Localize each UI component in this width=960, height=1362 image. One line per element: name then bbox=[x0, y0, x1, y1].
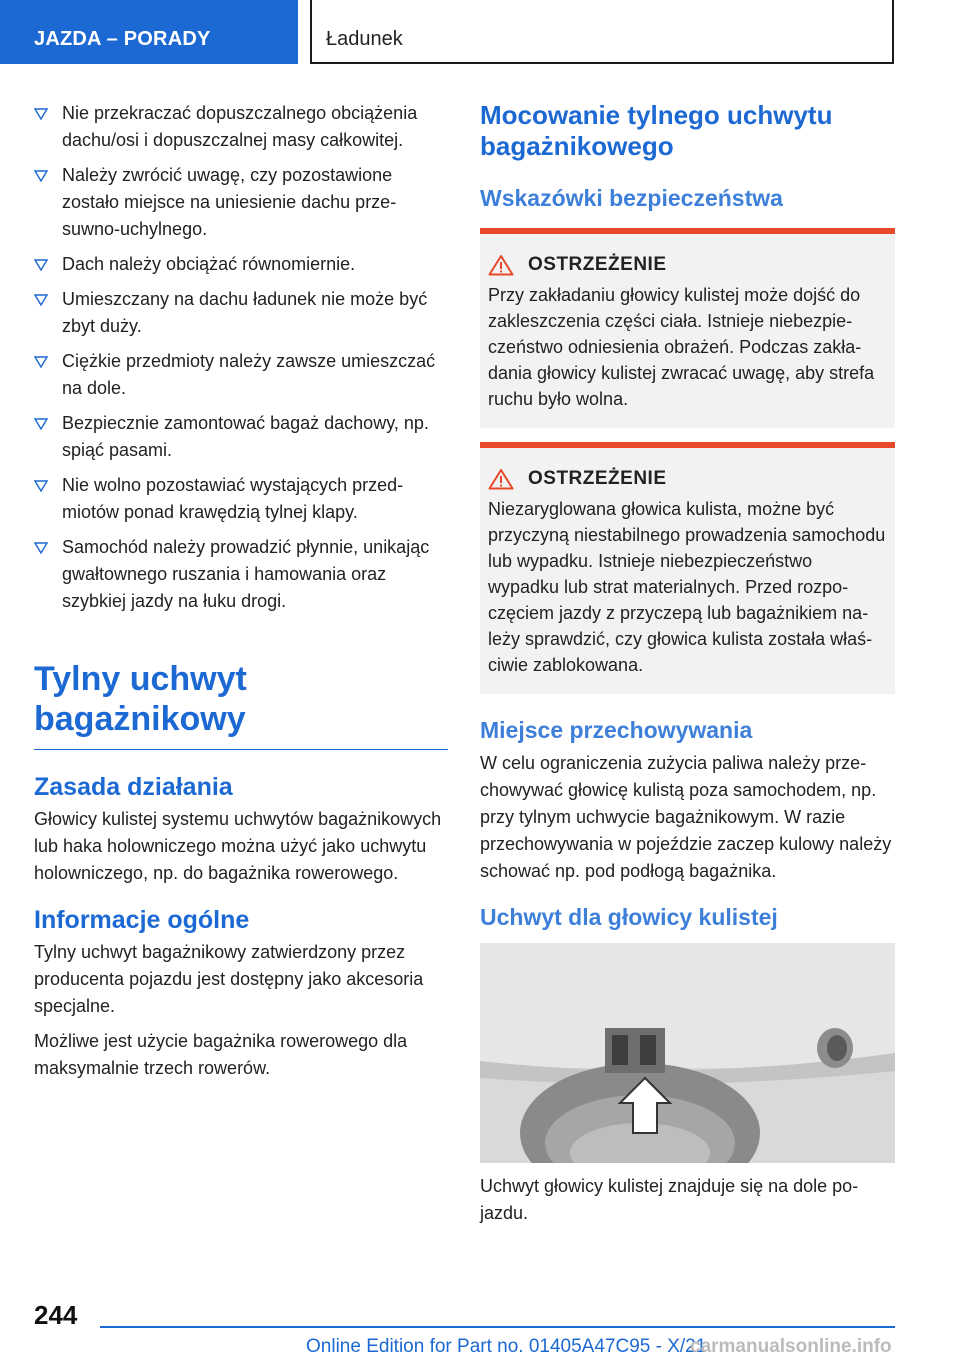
warning-triangle-icon bbox=[488, 254, 514, 276]
holder-heading: Uchwyt dla głowicy kulistej bbox=[480, 904, 778, 930]
list-item: Dach należy obciążać równomiernie. bbox=[34, 251, 448, 278]
section-heading-general: Informacje ogólne bbox=[34, 906, 250, 934]
loading-tips-list bbox=[34, 100, 448, 615]
main-heading: Tylny uchwyt bagażnikowy bbox=[34, 659, 448, 750]
triangle-bullet-icon bbox=[34, 356, 48, 368]
list-item: Bezpiecznie zamontować bagaż dachowy, np. spiąć pasami. bbox=[34, 410, 448, 464]
warning-triangle-icon bbox=[488, 468, 514, 490]
footer-divider bbox=[100, 1326, 895, 1328]
image-caption: Uchwyt głowicy kulistej znajduje się na dole pojazdu. bbox=[480, 1176, 859, 1223]
triangle-bullet-icon bbox=[34, 542, 48, 554]
left-column bbox=[34, 100, 448, 1090]
section-tab bbox=[0, 0, 298, 64]
watermark: carmanualsonline.info bbox=[690, 1336, 892, 1357]
triangle-bullet-icon bbox=[34, 259, 48, 271]
warning-box bbox=[480, 228, 895, 428]
triangle-bullet-icon bbox=[34, 170, 48, 182]
list-item: Nie przekraczać dopuszczalnego obciążenia dachu/osi i dopuszczalnej masy całkowitej. bbox=[34, 100, 448, 154]
ball-head-holder-illustration bbox=[480, 943, 895, 1163]
list-item: Ciężkie przedmioty należy zawsze umieszczać na dole. bbox=[34, 348, 448, 402]
triangle-bullet-icon bbox=[34, 294, 48, 306]
chapter-header bbox=[310, 0, 894, 64]
list-item: Samochód należy prowadzić płynnie, unikając gwałtownego ruszania i hamowania oraz szybkiej jazdy na łuku drogi. bbox=[34, 534, 448, 615]
triangle-bullet-icon bbox=[34, 480, 48, 492]
edition-info: Online Edition for Part no. 01405A47C95 - X/21 bbox=[306, 1336, 707, 1357]
triangle-bullet-icon bbox=[34, 418, 48, 430]
warning-box bbox=[480, 442, 895, 694]
section-title: JAZDA – PORADY bbox=[34, 28, 211, 50]
chapter-title: Ładunek bbox=[326, 28, 403, 50]
list-item: Należy zwrócić uwagę, czy pozostawione zostało miejsce na uniesienie dachu przesuwno-uchylnego. bbox=[34, 162, 448, 243]
warning-title: OSTRZEŻENIE bbox=[488, 468, 887, 490]
safety-heading: Wskazówki bezpieczeństwa bbox=[480, 185, 783, 211]
storage-heading: Miejsce przechowywania bbox=[480, 717, 753, 743]
storage-text: W celu ograniczenia zużycia paliwa należy przechowywać głowicę kulistą poza samochodem, np. przy tylnym uchwycie bagażnikowym. W razie przechowywania w pojeździe zaczep kulowy należy schować np. pod podłogą bagażnika. bbox=[480, 753, 892, 881]
function-text: Głowicy kulistej systemu uchwytów bagażnikowych lub haka holowniczego można użyć jako uchwytu holowniczego, np. do bagażnika rowerowego. bbox=[34, 809, 442, 883]
mounting-heading: Mocowanie tylnego uchwytu bagażnikowego bbox=[480, 100, 833, 161]
warning-text: Przy zakładaniu głowicy kulistej może dojść do zakleszczenia części ciała. Istnieje niebezpieczeństwo odniesienia obrażeń. Podczas zakładania głowicy kulistej zwracać uwagę, aby strefa ruchu było wolna. bbox=[488, 285, 875, 409]
warning-text: Niezaryglowana głowica kulista, możne być przyczyną niestabilnego prowadzenia samochodu lub wypadku. Istnieje niebezpieczeństwo wypadku lub strat materialnych. Przed rozpoczęciem jazdy z przyczepą lub bagażnikiem należy sprawdzić, czy głowica kulista została właściwie zablokowana. bbox=[488, 499, 886, 675]
section-heading-function: Zasada działania bbox=[34, 773, 233, 801]
triangle-bullet-icon bbox=[34, 108, 48, 120]
page-number: 244 bbox=[34, 1300, 78, 1330]
right-column bbox=[480, 100, 895, 1245]
warning-title: OSTRZEŻENIE bbox=[488, 254, 887, 276]
list-item: Nie wolno pozostawiać wystających przedmiotów ponad krawędzią tylnej klapy. bbox=[34, 472, 448, 526]
general-text-1: Tylny uchwyt bagażnikowy zatwierdzony przez producenta pojazdu jest dostępny jako akcesoria specjalne. bbox=[34, 942, 424, 1016]
list-item: Umieszczany na dachu ładunek nie może być zbyt duży. bbox=[34, 286, 448, 340]
general-text-2: Możliwe jest użycie bagażnika rowerowego dla maksymalnie trzech rowerów. bbox=[34, 1031, 408, 1078]
